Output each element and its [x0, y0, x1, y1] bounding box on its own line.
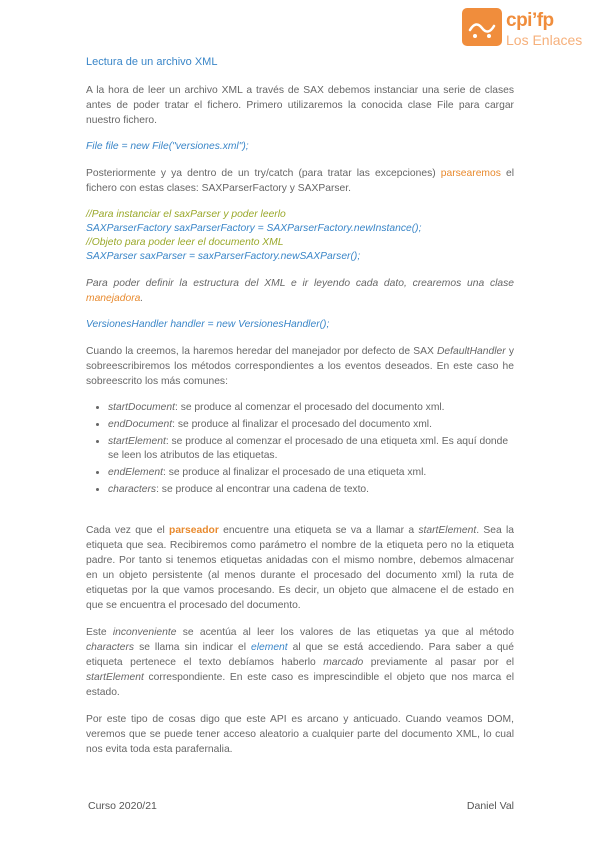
term-inconveniente: inconveniente [112, 627, 177, 638]
text: correspondiente. En este caso es imprescindible el objeto que nos marca el estado. [86, 672, 514, 698]
code-comment: //Para instanciar el saxParser y poder leerlo [86, 209, 286, 220]
list-item [108, 401, 514, 415]
paragraph-parse [86, 166, 514, 196]
term-characters: characters [86, 642, 135, 653]
footer-author: Daniel Val [466, 800, 514, 812]
paragraph-parser-behavior [86, 523, 514, 613]
term-element: element [251, 642, 288, 653]
method-name: endElement [108, 467, 163, 478]
text: se llama sin indicar el [134, 642, 251, 653]
method-desc: : se produce al finalizar el procesado de una etiqueta xml. [162, 467, 427, 478]
method-name: characters [108, 484, 157, 495]
text: Cuando la creemos, la haremos heredar del manejador por defecto de SAX [86, 346, 437, 357]
code-handler: VersionesHandler handler = new VersionesHandler(); [86, 319, 330, 330]
code-comment: //Objeto para poder leer el documento XML [86, 237, 284, 248]
method-name: startDocument [108, 402, 175, 413]
paragraph-intro: A la hora de leer un archivo XML a través de SAX debemos instanciar una serie de clases antes de poder tratar el fichero. Primero utilizaremos la conocida clase File para cargar nuestro fichero. [86, 85, 514, 126]
term-marcado: marcado [323, 657, 364, 668]
method-desc: : se produce al encontrar una cadena de texto. [156, 484, 370, 495]
method-name: startElement [108, 436, 166, 447]
text: Para poder definir la estructura del XML e ir leyendo cada dato, crearemos una clase [86, 278, 514, 289]
text: al que se está accediendo. Para saber a qué etiqueta pertenece el texto debíamos haberlo [86, 642, 514, 668]
cpifp-logo [462, 8, 592, 54]
text: Posteriormente y ya dentro de un try/catch (para tratar las excepciones) [86, 168, 441, 179]
paragraph-inconvenience [86, 625, 514, 700]
list-item [108, 483, 514, 497]
paragraph-handler [86, 344, 514, 389]
text: Cada vez que el [86, 525, 170, 536]
method-desc: : se produce al comenzar el procesado de una etiqueta xml. Es aquí donde se leen los atributos de las etiquetas. [108, 436, 509, 461]
text: encuentre una etiqueta se va a llamar a [218, 525, 419, 536]
text: y sobreescribiremos los métodos correspondientes a los eventos deseados. En este caso he sobreescrito los más comunes: [86, 346, 514, 387]
method-desc: : se produce al comenzar el procesado del documento xml. [174, 402, 445, 413]
text: previamente al pasar por el [363, 657, 514, 668]
list-item [108, 435, 514, 463]
section-title: Lectura de un archivo XML [86, 56, 218, 68]
document-content [86, 56, 514, 769]
keyword-parsearemos: parsearemos [440, 168, 501, 179]
code-sax-parser [86, 208, 514, 264]
method-name: endDocument [108, 419, 173, 430]
methods-list [86, 401, 514, 497]
code-line: SAXParserFactory saxParserFactory = SAXParserFactory.newInstance(); [86, 223, 422, 234]
text: . Sea la etiqueta que sea. Recibiremos como parámetro el nombre de la etiqueta pero no la etiqueta padre. Por tanto si tenemos etiquetas anidadas con el mismo nombre, debemos almacenar en un objeto persistente (al menos durante el procesado del documento xml) la ruta de etiquetas por la que vamos procesando. Es decir, un objeto que almacene el de estado en que se encuentra el procesado del documento. [86, 525, 514, 611]
term-startelement: startElement [86, 672, 144, 683]
keyword-manejadora: manejadora [86, 293, 141, 304]
method-desc: : se produce al finalizar el procesado del documento xml. [172, 419, 432, 430]
text: Este [86, 627, 113, 638]
code-file: File file = new File("versiones.xml"); [86, 141, 249, 152]
code-line: SAXParser saxParser = saxParserFactory.newSAXParser(); [86, 251, 361, 262]
logo-text-bottom: Los Enlaces [506, 32, 583, 48]
list-item [108, 466, 514, 480]
paragraph-handler-intro [86, 276, 514, 306]
list-item [108, 418, 514, 432]
text: se acentúa al leer los valores de las etiquetas ya que al método [176, 627, 514, 638]
text: . [140, 293, 144, 304]
term-startelement: startElement [418, 525, 477, 536]
text: el fichero con estas clases: SAXParserFactory y SAXParser. [86, 168, 514, 194]
term-defaulthandler: DefaultHandler [437, 346, 506, 357]
logo-mark-icon [462, 8, 502, 46]
footer-course: Curso 2020/21 [88, 800, 157, 812]
logo-text-top: cpi’fp [506, 10, 554, 31]
paragraph-conclusion: Por este tipo de cosas digo que este API es arcano y anticuado. Cuando veamos DOM, veremos que se puede tener acceso aleatorio a cualquier parte del documento XML, lo cual nos evita toda esta parafernalia. [86, 714, 514, 755]
keyword-parseador: parseador [169, 525, 219, 536]
